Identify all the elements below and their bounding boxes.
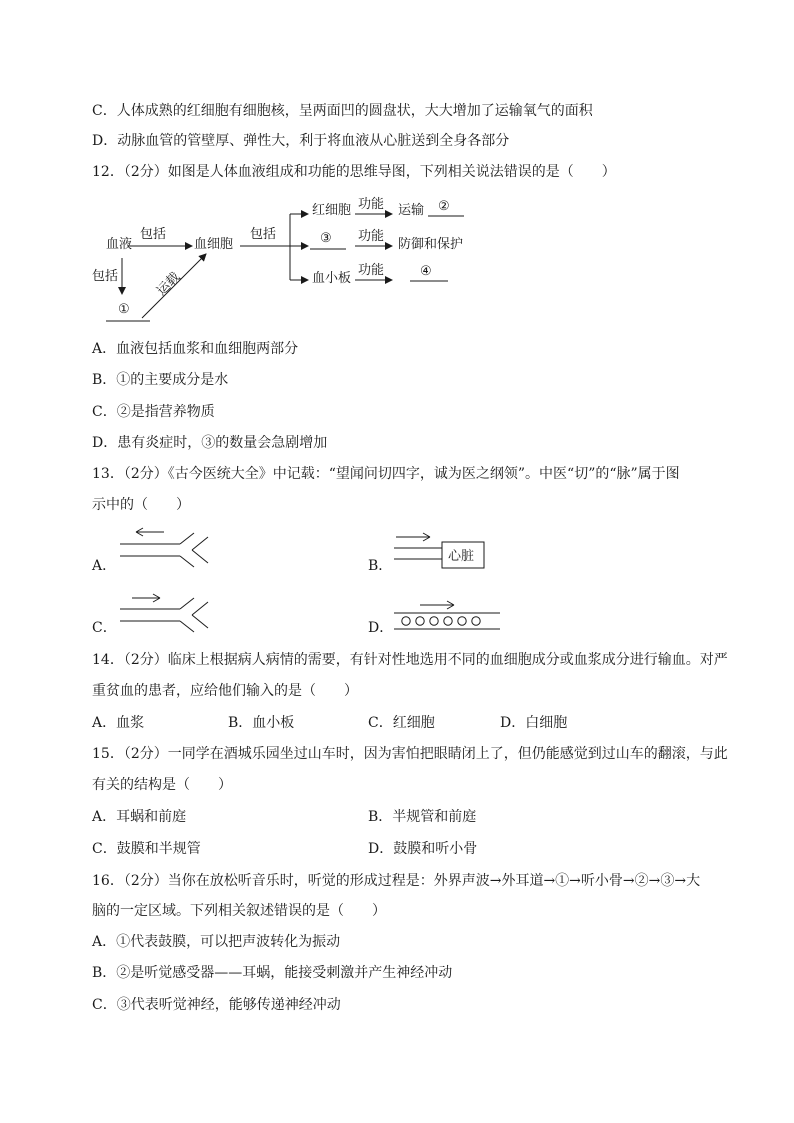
transport-label: 运输 [398,203,425,218]
function-label-3: 功能 [358,263,385,278]
q13-stem-line1: 13．（2分）《古今医统大全》中记载：“望闻问切四字，诚为医之纲领”。中医“切”的“脉”属于图 [92,466,680,482]
q13-stem-line2: 示中的（ ） [92,497,190,513]
q13-option-b-label: B． [368,558,393,574]
red-blood-cell-label: 红细胞 [312,203,352,218]
defense-label: 防御和保护 [398,237,464,252]
q14-stem-line1: 14．（2分）临床上根据病人病情的需要，有针对性地选用不同的血细胞成分或血浆成分进行输血。对严 [92,652,728,668]
q15-option-d: D．鼓膜和听小骨 [368,841,478,857]
transport-diagonal-label: 运载 [154,269,184,299]
blank-2: ② [438,199,450,214]
q15-option-a: A．耳蜗和前庭 [92,809,187,825]
q12-option-a: A．血液包括血浆和血细胞两部分 [92,341,299,357]
vessel-diagram-a [118,525,218,575]
q12-option-d: D．患有炎症时，③的数量会急剧增加 [92,435,328,451]
q16-option-c: C．③代表听觉神经，能够传递神经冲动 [92,997,341,1013]
q13-option-d-label: D． [368,620,394,636]
q12-option-b: B．①的主要成分是水 [92,372,229,388]
blood-cells-label: 血细胞 [194,237,234,252]
function-label-2: 功能 [358,229,385,244]
blank-3: ③ [320,231,332,246]
blood-mind-map [92,192,500,330]
q15-stem-line1: 15．（2分）一同学在酒城乐园坐过山车时，因为害怕把眼睛闭上了，但仍能感觉到过山车的翻滚，与此 [92,746,728,762]
q14-option-b: B．血小板 [228,715,295,731]
function-label-1: 功能 [358,197,385,212]
q16-option-b: B．②是听觉感受器——耳蜗，能接受刺激并产生神经冲动 [92,965,453,981]
include-label-2: 包括 [250,227,277,242]
vessel-diagram-b [392,530,492,572]
q14-options [92,713,692,733]
include-label-3: 包括 [92,269,119,284]
q11-option-c: C．人体成熟的红细胞有细胞核，呈两面凹的圆盘状，大大增加了运输氧气的面积 [92,103,593,119]
q12-option-c: C．②是指营养物质 [92,404,215,420]
heart-label: 心脏 [448,549,475,564]
blank-4: ④ [420,264,432,279]
q16-stem-line2: 脑的一定区域。下列相关叙述错误的是（ ） [92,903,386,919]
q14-option-c: C．红细胞 [368,715,435,731]
platelet-label: 血小板 [312,271,352,286]
include-label-1: 包括 [140,227,167,242]
q11-option-d: D．动脉血管的管壁厚、弹性大，利于将血液从心脏送到全身各部分 [92,133,510,149]
q14-option-d: D．白细胞 [500,715,568,731]
q15-option-c: C．鼓膜和半规管 [92,841,201,857]
q14-option-a: A．血浆 [92,715,145,731]
q12-stem: 12．（2分）如图是人体血液组成和功能的思维导图，下列相关说法错误的是（ ） [92,164,616,180]
q15-option-b: B．半规管和前庭 [368,809,477,825]
vessel-diagram-c [118,590,218,640]
q16-stem-line1: 16．（2分）当你在放松听音乐时，听觉的形成过程是：外界声波→外耳道→①→听小骨→②→③→大 [92,873,701,889]
blood-label: 血液 [106,237,133,252]
q16-option-a: A．①代表鼓膜，可以把声波转化为振动 [92,934,341,950]
q15-stem-line2: 有关的结构是（ ） [92,777,232,793]
capillary-diagram-d [392,598,502,636]
blank-1: ① [118,302,130,317]
q13-option-c-label: C． [92,620,117,636]
q14-stem-line2: 重贫血的患者，应给他们输入的是（ ） [92,683,358,699]
q13-option-a-label: A． [92,558,117,574]
